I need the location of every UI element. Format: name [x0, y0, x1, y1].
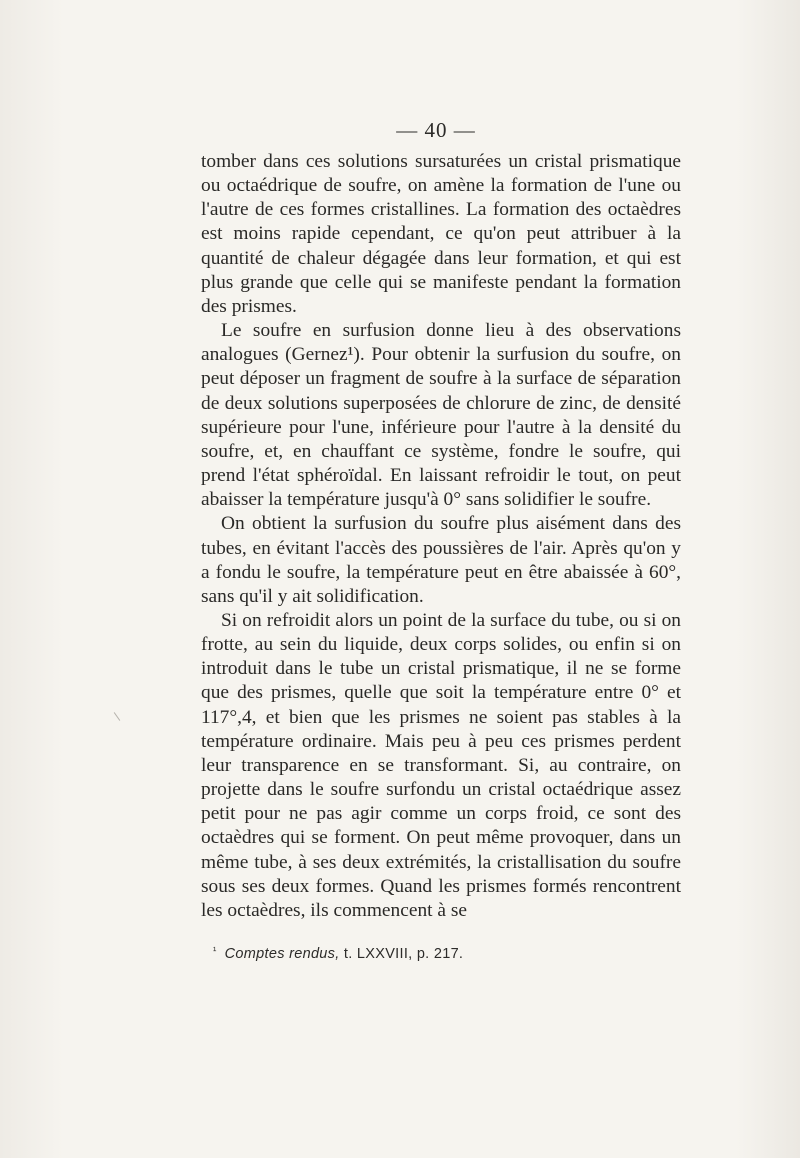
body-text — [201, 150, 681, 923]
paper-mark — [114, 712, 121, 721]
paragraph-4: Si on refroidit alors un point de la surface du tube, ou si on frotte, au sein du liquide, deux corps solides, ou enfin si on introduit dans le tube un cristal prismatique, il ne se forme que des prismes, quelle que soit la température entre 0° et 117°,4, et bien que les prismes ne soient pas stables à la température ordinaire. Mais peu à peu ces prismes perdent leur transparence en se transformant. Si, au contraire, on projette dans le soufre surfondu un cristal octaédrique assez petit pour ne pas agir comme un corps froid, ce sont des octaèdres qui se forment. On peut même provoquer, dans un même tube, à ses deux extrémités, la cristallisation du soufre sous ses deux formes. Quand les prismes formés rencontrent les octaèdres, ils commencent à se — [201, 609, 681, 921]
page-number: — 40 — — [396, 118, 476, 142]
footnote-source: Comptes rendus, — [224, 946, 340, 962]
footnote — [213, 946, 681, 962]
paragraph-2: Le soufre en surfusion donne lieu à des observations analogues (Gernez¹). Pour obtenir la surfusion du soufre, on peut déposer un fragment de soufre à la surface de séparation de deux solutions superposées de chlorure de zinc, de densité supérieure pour l'une, inférieure pour l'autre à la densité du soufre, et, en chauffant ce système, fondre le soufre, qui prend l'état sphéroïdal. En laissant refroidir le tout, on peut abaisser la température jusqu'à 0° sans solidifier le soufre. — [201, 320, 681, 511]
footnote-mark: ¹ — [213, 946, 217, 957]
footnote-reference: t. LXXVIII, p. 217. — [343, 946, 464, 962]
paragraph-3: On obtient la surfusion du soufre plus aisément dans des tubes, en évitant l'accès des poussières de l'air. Après qu'on y a fondu le soufre, la température peut en être abaissée à 60°, sans qu'il y ait solidification. — [201, 513, 681, 607]
paragraph-1: tomber dans ces solutions sursaturées un cristal prismatique ou octaédrique de soufre, on amène la formation de l'une ou l'autre de ces formes cristallines. La formation des octaèdres est moins rapide cependant, ce qu'on peut attribuer à la quantité de chaleur dégagée dans leur formation, et qui est plus grande que celle qui se manifeste pendant la formation des prismes. — [201, 151, 681, 317]
